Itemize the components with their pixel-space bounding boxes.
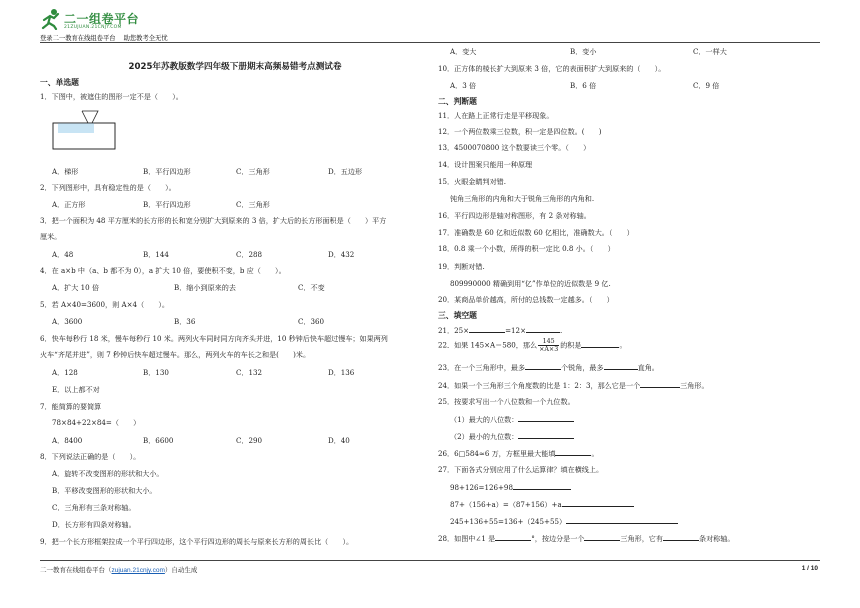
q21-blank-1[interactable]	[469, 325, 505, 333]
q27-expr3-text: 245+136+55=136+（245+55）	[450, 517, 567, 526]
question-9: 9．把一个长方形框架拉成一个平行四边形，这个平行四边形的周长与原来长方形的周长比（ ）。	[40, 537, 354, 546]
question-13: 13．4500070800 这个数要读三个零。（ ）	[438, 143, 591, 152]
question-6-line1: 6．快车每秒行 18 米，慢车每秒行 10 米。两列火车同时同方向齐头并进，10 秒钟后快车超过慢车；如果两列	[40, 334, 388, 343]
question-14: 14．设计图案只能用一种原理	[438, 160, 533, 169]
question-27-expr3	[450, 516, 678, 527]
q3-option-d[interactable]: D．432	[328, 250, 355, 259]
brand-url: 21ZUJUAN.21CNJY.COM	[64, 25, 122, 30]
question-19: 19．判断对错.	[438, 262, 485, 271]
q25-blank-1[interactable]	[518, 414, 574, 422]
q23-blank-1[interactable]	[525, 362, 561, 370]
q10-option-a[interactable]: A．3 倍	[450, 81, 477, 90]
q26-prefix: 26．6□584≈6 万，方框里最大能填	[438, 449, 556, 458]
question-22: 22．如果 145×A＝580，那么 $\frac{145}{\times A\times 3}$ 的积是 。	[438, 338, 627, 353]
q1-option-a[interactable]: A．梯形	[52, 167, 79, 176]
question-28	[438, 533, 734, 544]
question-24	[438, 380, 709, 391]
q28-middle-1: °，按边分是一个	[531, 534, 585, 543]
question-17: 17．准确数是 60 亿和近似数 60 亿相比，准确数大。（ ）	[438, 228, 634, 237]
q22-denominator: ×A×3	[539, 346, 559, 353]
footer-suffix: ）自动生成	[164, 567, 198, 574]
question-16: 16．平行四边形是轴对称图形，有 2 条对称轴。	[438, 211, 591, 220]
q2-option-b[interactable]: B．平行四边形	[143, 200, 191, 209]
question-25-part2	[450, 431, 574, 442]
q8-option-a[interactable]: A．旋转不改变图形的形状和大小。	[52, 469, 164, 478]
section-single-choice: 一、单选题	[40, 78, 79, 87]
q24-prefix: 24．如果一个三角形三个角度数的比是 1：2：3，那么它是一个	[438, 381, 641, 390]
q1-option-d[interactable]: D．五边形	[328, 167, 363, 176]
q10-option-c[interactable]: C．9 倍	[693, 81, 720, 90]
question-7-expression: 78×84+22×84=（ ）	[52, 418, 141, 427]
page-number: 1 / 10	[801, 565, 818, 572]
header-tagline	[40, 33, 168, 42]
q7-option-a[interactable]: A．8400	[52, 436, 83, 445]
q5-option-a[interactable]: A．3600	[52, 317, 83, 326]
q22-prefix: 22．如果 145×A＝580，那么	[438, 340, 538, 350]
q24-blank[interactable]	[640, 380, 680, 388]
footer-link[interactable]: zujuan.21cnjy.com	[111, 567, 165, 574]
q4-option-c[interactable]: C．不变	[298, 283, 325, 292]
question-25: 25．按要求写出一个八位数和一个九位数。	[438, 397, 575, 406]
q22-suffix: 的积是	[560, 340, 582, 350]
question-1-figure	[52, 109, 124, 151]
q6-option-e[interactable]: E．以上都不对	[52, 385, 100, 394]
q23-suffix: 直角。	[637, 363, 659, 372]
q2-option-a[interactable]: A．正方形	[52, 200, 86, 209]
q6-option-b[interactable]: B．130	[143, 368, 169, 377]
question-19-statement: 809990000 精确到用“亿”作单位的近似数是 9 亿.	[450, 279, 611, 288]
q1-option-c[interactable]: C．三角形	[236, 167, 270, 176]
q21-middle: =12×	[505, 326, 527, 335]
q25-part1-label: （1）最大的八位数：	[450, 415, 519, 424]
question-3-line2: 厘米。	[40, 232, 62, 241]
q6-option-a[interactable]: A．128	[52, 368, 78, 377]
q21-blank-2[interactable]	[526, 325, 563, 335]
question-21	[438, 325, 562, 336]
q28-middle-2: 三角形，它有	[620, 534, 663, 543]
q28-suffix: 条对称轴。	[698, 534, 735, 543]
q3-option-a[interactable]: A．48	[52, 250, 74, 259]
question-18: 18．0.8 乘一个小数，所得的积一定比 0.8 小。（ ）	[438, 244, 615, 253]
q27-blank-2[interactable]	[562, 499, 634, 507]
q3-option-b[interactable]: B．144	[143, 250, 169, 259]
q22-blank[interactable]	[581, 340, 619, 348]
header-slogan: 助您教考全无忧	[123, 35, 168, 42]
question-12: 12．一个两位数乘三位数，积一定是四位数。( )	[438, 127, 602, 136]
q28-blank-1[interactable]	[495, 533, 531, 541]
question-3-line1: 3．把一个面积为 48 平方厘米的长方形的长和宽分别扩大到原来的 3 倍，扩大后的长方形面积是（ ）平方	[40, 216, 387, 225]
q21-suffix: .	[560, 326, 563, 335]
question-27-expr1	[450, 482, 571, 492]
question-23	[438, 362, 659, 373]
q22-fraction	[538, 338, 559, 353]
q4-option-a[interactable]: A．扩大 10 倍	[52, 283, 100, 292]
question-26	[438, 448, 599, 459]
q7-option-c[interactable]: C．290	[236, 436, 263, 445]
page-title: 2025年苏教版数学四年级下册期末高频易错考点测试卷	[128, 62, 342, 72]
q2-option-c[interactable]: C．三角形	[236, 200, 270, 209]
question-4: 4．在 a×b 中（a、b 都不为 0），a 扩大 10 倍，要使积不变，b 应（ ）。	[40, 266, 286, 275]
q22-numerator: 145	[538, 338, 559, 346]
brand-logo	[40, 8, 140, 32]
footer-prefix: 二一教育在线组卷平台（	[40, 567, 112, 574]
footer-text	[40, 565, 197, 574]
q9-option-b[interactable]: B．变小	[570, 47, 597, 56]
q27-expr1-text: 98+126=126+98	[450, 483, 513, 492]
q28-prefix: 28．如图中∠1 是	[438, 534, 496, 543]
q28-blank-2[interactable]	[584, 533, 620, 541]
q25-blank-2[interactable]	[518, 431, 574, 439]
footer-divider	[40, 560, 820, 561]
q23-middle: 个锐角，最多	[561, 363, 604, 372]
question-27: 27．下面各式分别应用了什么运算律？填在横线上。	[438, 465, 604, 474]
section-fill-blank: 三、填空题	[438, 311, 477, 320]
q7-option-b[interactable]: B．6600	[143, 436, 174, 445]
section-true-false: 二、判断题	[438, 97, 477, 106]
q4-option-b[interactable]: B．缩小到原来的去	[174, 283, 236, 292]
question-11: 11．人在路上正常行走是平移现象。	[438, 111, 554, 120]
q26-blank[interactable]	[555, 448, 591, 456]
q6-option-c[interactable]: C．132	[236, 368, 263, 377]
question-6-line2: 火车“齐尾并进”，则 7 秒钟后快车超过慢车。那么，两列火车的车长之和是( )米。	[40, 350, 311, 359]
q24-suffix: 三角形。	[680, 381, 709, 390]
q28-blank-3[interactable]	[663, 533, 699, 541]
q7-option-d[interactable]: D．40	[328, 436, 350, 445]
question-10: 10．正方体的棱长扩大到原来 3 倍，它的表面积扩大到原来的（ ）。	[438, 64, 666, 73]
q5-option-b[interactable]: B．36	[174, 317, 196, 326]
question-27-expr2	[450, 499, 634, 510]
q25-part2-label: （2）最小的九位数：	[450, 432, 519, 441]
q10-option-b[interactable]: B．6 倍	[570, 81, 597, 90]
question-2: 2．下列图形中，具有稳定性的是（ ）。	[40, 183, 176, 192]
runner-logo-icon	[40, 8, 62, 30]
question-1: 1．下图中，被遮住的图形一定不是（ ）。	[40, 92, 183, 101]
question-15: 15．火眼金睛判对错.	[438, 177, 507, 186]
q9-option-c[interactable]: C．一样大	[693, 47, 727, 56]
q21-prefix: 21．25×	[438, 326, 470, 335]
q27-expr2-text: 87+（156+a）=（87+156）+a	[450, 500, 562, 509]
q6-option-d[interactable]: D．136	[328, 368, 355, 377]
question-15-statement: 钝角三角形的内角和大于锐角三角形的内角和.	[450, 194, 595, 203]
question-20: 20．某商品单价越高，所付的总钱数一定越多。（ ）	[438, 295, 614, 304]
question-7: 7．能简算的要简算	[40, 402, 102, 411]
q8-option-b[interactable]: B．平移改变图形的形状和大小。	[52, 486, 157, 495]
question-5: 5．若 A×40=3600，则 A×4（ ）。	[40, 300, 169, 309]
q5-option-c[interactable]: C．360	[298, 317, 325, 326]
q3-option-c[interactable]: C．288	[236, 250, 263, 259]
header-divider	[40, 42, 820, 43]
q8-option-d[interactable]: D．长方形有四条对称轴。	[52, 520, 136, 529]
question-25-part1	[450, 414, 574, 425]
q26-suffix: 。	[591, 449, 599, 458]
q8-option-c[interactable]: C．三角形有三条对称轴。	[52, 503, 136, 512]
q1-option-b[interactable]: B．平行四边形	[143, 167, 191, 176]
brand-name: 二一组卷平台	[64, 12, 140, 26]
q27-blank-3[interactable]	[566, 516, 678, 524]
header-login-link[interactable]: 登录二一教育在线组卷平台	[40, 35, 116, 42]
question-8: 8．下列说法正确的是（ ）。	[40, 452, 141, 461]
q23-blank-2[interactable]	[604, 362, 638, 370]
q27-blank-1[interactable]	[513, 482, 571, 490]
q23-prefix: 23．在一个三角形中，最多	[438, 363, 526, 372]
q9-option-a[interactable]: A．变大	[450, 47, 477, 56]
